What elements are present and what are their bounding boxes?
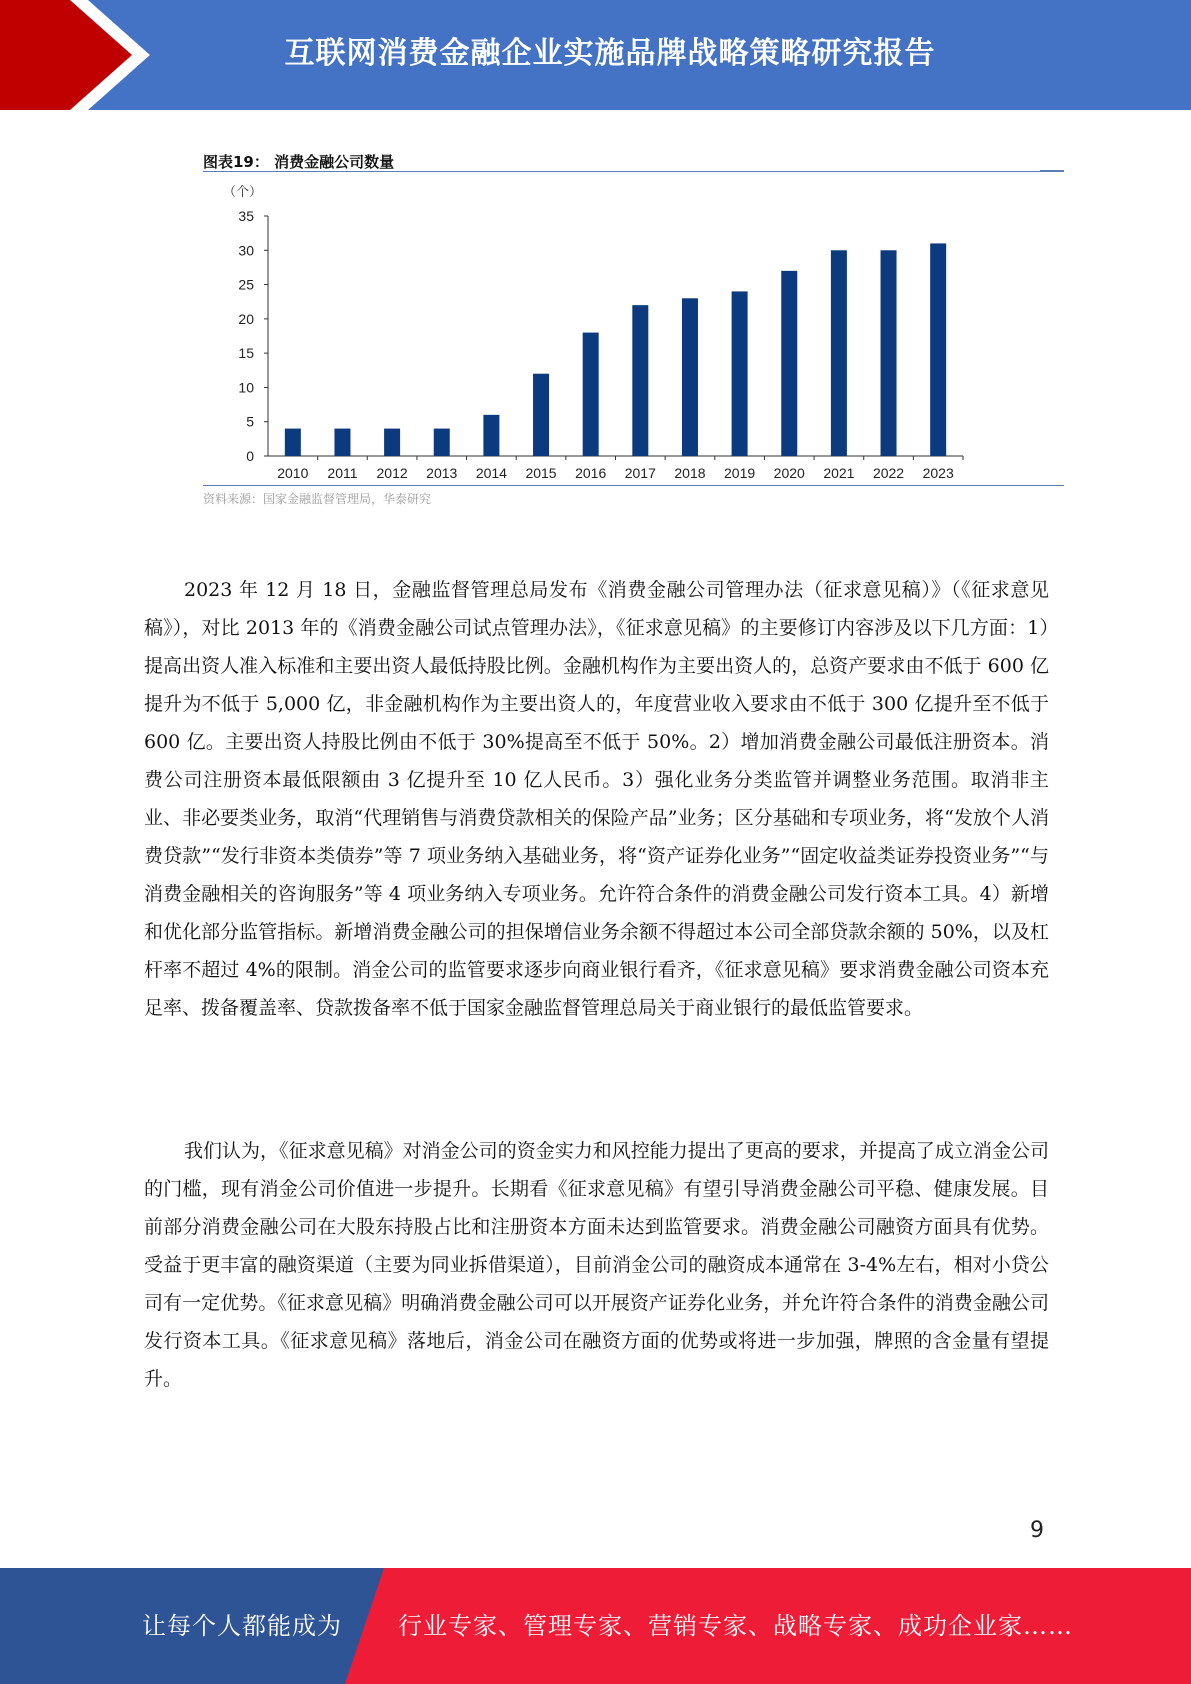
- bar-2018: [682, 298, 698, 456]
- y-tick-label: 0: [246, 448, 254, 464]
- document-title: 互联网消费金融企业实施品牌战略策略研究报告: [284, 36, 936, 71]
- footer-slogan-left: 让每个人都能成为: [142, 1612, 342, 1640]
- footer-slogan-right: 行业专家、管理专家、营销专家、战略专家、成功企业家……: [398, 1612, 1073, 1640]
- page-footer: [0, 1568, 1191, 1684]
- x-tick-label: 2014: [475, 465, 507, 481]
- bar-2017: [632, 305, 648, 456]
- chart-axes: [264, 216, 963, 460]
- y-axis-unit-label: （个）: [223, 185, 263, 200]
- bar-2012: [384, 429, 400, 456]
- bar-2019: [732, 291, 748, 456]
- y-tick-label: 20: [238, 310, 254, 327]
- x-tick-label: 2013: [426, 465, 458, 481]
- x-tick-label: 2023: [922, 465, 954, 481]
- x-tick-label: 2019: [724, 465, 756, 481]
- bar-2011: [334, 429, 350, 456]
- bar-2016: [583, 333, 599, 456]
- x-tick-label: 2015: [525, 465, 557, 481]
- x-tick-label: 2010: [277, 465, 309, 481]
- figure-bottom-rule: [203, 485, 1064, 486]
- bar-2010: [285, 429, 301, 456]
- y-tick-label: 25: [238, 276, 254, 293]
- figure-title: 图表19： 消费金融公司数量: [203, 153, 395, 171]
- bar-chart: [203, 178, 1064, 488]
- y-tick-label: 5: [246, 413, 254, 430]
- chart-bars: [285, 243, 946, 456]
- bar-2013: [434, 429, 450, 456]
- x-tick-label: 2011: [327, 465, 358, 481]
- bar-2021: [831, 250, 847, 456]
- bar-2014: [483, 415, 499, 456]
- x-tick-label: 2012: [376, 465, 408, 481]
- page-header: [0, 0, 1191, 110]
- x-tick-label: 2021: [823, 465, 855, 481]
- bar-2015: [533, 374, 549, 456]
- page-number: 9: [1030, 1518, 1044, 1543]
- x-tick-label: 2022: [872, 465, 905, 481]
- figure-source: 资料来源：国家金融监督管理局，华泰研究: [203, 492, 432, 506]
- x-tick-label: 2016: [575, 465, 607, 481]
- bar-2022: [881, 250, 897, 456]
- x-tick-label: 2018: [674, 465, 706, 481]
- x-tick-label: 2017: [624, 465, 656, 481]
- y-tick-label: 10: [238, 379, 254, 396]
- figure-top-rule-accent: [1040, 170, 1064, 172]
- bar-2020: [781, 271, 797, 456]
- x-tick-label: 2020: [773, 465, 805, 481]
- body-paragraph-2: 我们认为，《征求意见稿》对消金公司的资金实力和风控能力提出了更高的要求，并提高了成立消金公司的门槛，现有消金公司价值进一步提升。长期看《征求意见稿》有望引导消费金融公司平稳、健康发展。目前部分消费金融公司在大股东持股占比和注册资本方面未达到监管要求。消费金融公司融资方面具有优势。受益于更丰富的融资渠道（主要为同业拆借渠道），目前消金公司的融资成本通常在 3-4%左右，相对小贷公司有一定优势。《征求意见稿》明确消费金融公司可以开展资产证券化业务，并允许符合条件的消费金融公司发行资本工具。《征求意见稿》落地后，消金公司在融资方面的优势或将进一步加强，牌照的含金量有望提升。: [144, 1140, 1049, 1390]
- y-tick-label: 30: [238, 242, 254, 259]
- y-tick-label: 15: [238, 345, 254, 362]
- figure-top-rule: [203, 171, 1064, 172]
- y-tick-label: 35: [238, 208, 254, 224]
- body-paragraph-1: 2023 年 12 月 18 日，金融监督管理总局发布《消费金融公司管理办法（征求意见稿）》（《征求意见稿》），对比 2013 年的《消费金融公司试点管理办法》，《征求意见稿》的主要修订内容涉及以下几方面：1）提高出资人准入标准和主要出资人最低持股比例。金融机构作为主要出资人的，总资产要求由不低于 600 亿提升为不低于 5,000 亿，非金融机构作为主要出资人的，年度营业收入要求由不低于 300 亿提升至不低于 600 亿。主要出资人持股比例由不低于 30%提高至不低于 50%。2）增加消费金融公司最低注册资本。消费公司注册资本最低限额由 3 亿提升至 10 亿人民币。3）强化业务分类监管并调整业务范围。取消非主业、非必要类业务，取消“代理销售与消费贷款相关的保险产品”业务；区分基础和专项业务，将“发放个人消费贷款”“发行非资本类债券”等 7 项业务纳入基础业务，将“资产证券化业务”“固定收益类证券投资业务”“与消费金融相关的咨询服务”等 4 项业务纳入专项业务。允许符合条件的消费金融公司发行资本工具。4）新增和优化部分监管指标。新增消费金融公司的担保增信业务余额不得超过本公司全部贷款余额的 50%，以及杠杆率不超过 4%的限制。消金公司的监管要求逐步向商业银行看齐，《征求意见稿》要求消费金融公司资本充足率、拨备覆盖率、贷款拨备率不低于国家金融监督管理总局关于商业银行的最低监管要求。: [144, 579, 1049, 1019]
- bar-2023: [930, 243, 946, 456]
